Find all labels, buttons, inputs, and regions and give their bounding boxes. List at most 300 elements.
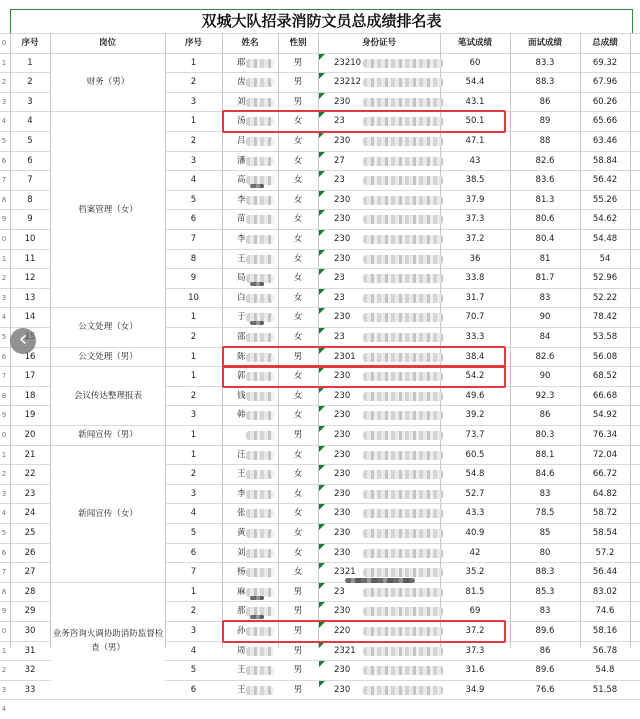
table-cell-sex[interactable]: 女 [293, 469, 303, 480]
table-cell-name[interactable]: 那 [237, 606, 246, 617]
cell-comment-marker [319, 426, 325, 432]
table-cell-sub[interactable]: 1 [190, 57, 197, 68]
redacted-name-blur [246, 255, 274, 264]
table-cell-total[interactable]: 52.96 [592, 273, 618, 284]
table-cell-no[interactable]: 8 [27, 194, 33, 205]
row-number-label: 4 [1, 117, 7, 126]
table-cell-written[interactable]: 37.2 [465, 234, 485, 244]
table-cell-written[interactable]: 31.6 [465, 665, 485, 676]
table-cell-interview[interactable]: 80 [539, 547, 551, 558]
table-cell-sub[interactable]: 8 [190, 253, 197, 264]
table-cell-total[interactable]: 66.68 [592, 390, 618, 401]
table-cell-sub[interactable]: 1 [190, 312, 197, 323]
table-cell-name[interactable]: 汪 [237, 449, 246, 460]
table-cell-sex[interactable]: 男 [293, 626, 303, 636]
table-cell-no[interactable]: 16 [24, 351, 36, 362]
table-cell-total[interactable]: 52.22 [592, 292, 618, 303]
table-cell-written[interactable]: 39.2 [465, 410, 485, 421]
table-cell-id[interactable]: 230 [334, 665, 351, 676]
table-cell-sub[interactable]: 4 [190, 645, 197, 656]
table-cell-sex[interactable]: 女 [293, 214, 303, 225]
table-cell-id[interactable]: 2301 [334, 351, 356, 362]
table-cell-sub[interactable]: 2 [190, 606, 197, 617]
table-cell-written[interactable]: 37.2 [465, 626, 485, 636]
table-cell-no[interactable]: 27 [24, 567, 36, 578]
table-cell-name[interactable]: 李 [237, 194, 246, 205]
table-cell-name[interactable]: 刘 [237, 547, 246, 558]
table-cell-sex[interactable]: 男 [293, 57, 303, 68]
table-cell-sex[interactable]: 男 [293, 645, 303, 656]
table-cell-interview[interactable]: 76.6 [535, 684, 555, 695]
table-cell-name[interactable]: 王 [237, 253, 246, 264]
table-cell-no[interactable]: 5 [27, 136, 33, 146]
table-cell-no[interactable]: 14 [24, 312, 36, 323]
table-cell-written[interactable]: 42 [469, 547, 481, 558]
table-cell-sex[interactable]: 男 [293, 684, 303, 695]
table-cell-written[interactable]: 37.3 [465, 645, 485, 656]
table-cell-id[interactable]: 230 [334, 234, 351, 244]
table-cell-total[interactable]: 58.54 [592, 528, 618, 538]
column-header: 身份证号 [361, 38, 396, 48]
table-cell-sex[interactable]: 男 [293, 430, 303, 440]
table-cell-name[interactable]: 钱 [237, 390, 246, 401]
cell-comment-marker [319, 250, 325, 256]
table-cell-sub[interactable]: 2 [190, 136, 197, 146]
table-cell-total[interactable]: 68.52 [592, 371, 618, 382]
table-cell-total[interactable]: 72.04 [592, 449, 618, 460]
table-cell-id[interactable]: 230 [334, 430, 351, 440]
table-cell-total[interactable]: 78.42 [592, 312, 618, 323]
table-cell-interview[interactable]: 83.6 [535, 175, 555, 186]
table-cell-interview[interactable]: 86 [539, 645, 551, 656]
table-cell-name[interactable]: 周 [237, 645, 246, 656]
table-cell-id[interactable]: 230 [334, 214, 351, 225]
table-cell-written[interactable]: 50.1 [465, 116, 485, 127]
table-cell-sex[interactable]: 女 [293, 194, 303, 205]
cell-comment-marker [319, 681, 325, 687]
table-cell-id[interactable]: 230 [334, 508, 351, 519]
row-number-label: 2 [1, 666, 7, 675]
table-cell-interview[interactable]: 85.3 [535, 586, 555, 597]
table-cell-interview[interactable]: 82.6 [535, 155, 555, 166]
table-cell-name[interactable]: 郭 [237, 371, 246, 382]
table-cell-id[interactable]: 230 [334, 449, 351, 460]
table-cell-total[interactable]: 67.96 [592, 77, 618, 88]
table-cell-id[interactable]: 230 [334, 312, 351, 323]
table-cell-name[interactable]: 黄 [237, 528, 246, 538]
table-cell-id[interactable]: 230 [334, 528, 351, 538]
table-cell-id[interactable]: 23 [334, 175, 345, 186]
table-cell-name[interactable]: 吕 [237, 136, 246, 146]
table-cell-written[interactable]: 73.7 [465, 430, 485, 440]
table-cell-total[interactable]: 66.72 [592, 469, 618, 480]
table-cell-no[interactable]: 30 [24, 626, 36, 636]
table-cell-written[interactable]: 43.3 [465, 508, 485, 519]
table-cell-sub[interactable]: 4 [190, 508, 197, 519]
table-cell-name[interactable]: 王 [237, 469, 246, 480]
table-cell-no[interactable]: 31 [24, 645, 36, 656]
table-cell-interview[interactable]: 85 [539, 528, 551, 538]
table-cell-written[interactable]: 33.3 [465, 332, 485, 342]
table-cell-written[interactable]: 54.4 [465, 77, 485, 88]
table-cell-total[interactable]: 56.78 [592, 645, 618, 656]
column-header: 性别 [289, 38, 307, 48]
table-cell-sub[interactable]: 1 [190, 371, 197, 382]
table-cell-written[interactable]: 38.5 [465, 175, 485, 186]
table-cell-written[interactable]: 81.5 [465, 586, 485, 597]
table-cell-interview[interactable]: 86 [539, 410, 551, 421]
table-cell-written[interactable]: 43 [469, 155, 481, 166]
table-cell-name[interactable]: 陈 [237, 351, 246, 362]
table-cell-interview[interactable]: 80.3 [535, 430, 555, 440]
table-cell-interview[interactable]: 78.5 [535, 508, 555, 519]
table-cell-no[interactable]: 17 [24, 371, 36, 382]
table-cell-no[interactable]: 24 [24, 508, 36, 519]
table-cell-id[interactable]: 23210 [334, 57, 362, 68]
table-cell-interview[interactable]: 83 [539, 606, 551, 617]
table-cell-name[interactable]: 王 [237, 665, 246, 676]
table-cell-no[interactable]: 25 [24, 528, 36, 538]
table-cell-name[interactable]: 邵 [237, 332, 246, 342]
table-cell-id[interactable]: 230 [334, 684, 351, 695]
table-cell-sex[interactable]: 女 [293, 547, 303, 558]
table-cell-sex[interactable]: 女 [293, 488, 303, 499]
table-cell-written[interactable]: 54.2 [465, 371, 485, 382]
table-cell-sub[interactable]: 2 [190, 469, 197, 480]
table-cell-name[interactable]: 孙 [237, 626, 246, 636]
table-cell-interview[interactable]: 84 [539, 332, 551, 342]
table-cell-sex[interactable]: 女 [293, 410, 303, 421]
table-cell-id[interactable]: 230 [334, 194, 351, 205]
table-cell-written[interactable]: 34.9 [465, 684, 485, 695]
table-cell-written[interactable]: 60 [469, 57, 481, 68]
table-cell-sub[interactable]: 6 [190, 214, 197, 225]
redacted-id-blur [363, 98, 443, 107]
table-cell-interview[interactable]: 83 [539, 292, 551, 303]
table-cell-no[interactable]: 3 [27, 96, 33, 107]
table-cell-sex[interactable]: 女 [293, 449, 303, 460]
table-cell-name[interactable]: 潘 [237, 155, 246, 166]
table-cell-sub[interactable]: 5 [190, 665, 197, 676]
table-cell-id[interactable]: 220 [334, 626, 351, 636]
table-cell-interview[interactable]: 88.1 [535, 449, 555, 460]
table-cell-id[interactable]: 230 [334, 253, 351, 264]
table-cell-sub[interactable]: 5 [190, 194, 197, 205]
table-cell-no[interactable]: 2 [27, 77, 33, 88]
table-cell-sub[interactable]: 6 [190, 547, 197, 558]
table-cell-id[interactable]: 230 [334, 96, 351, 107]
cell-comment-marker [319, 93, 325, 99]
table-cell-name[interactable]: 苗 [237, 214, 246, 225]
table-cell-sub[interactable]: 4 [190, 175, 197, 186]
table-cell-sub[interactable]: 6 [190, 684, 197, 695]
row-number-label: 1 [1, 646, 7, 655]
table-cell-total[interactable]: 51.58 [592, 684, 618, 695]
table-cell-sex[interactable]: 女 [293, 234, 303, 244]
table-cell-total[interactable]: 60.26 [592, 96, 618, 107]
table-cell-no[interactable]: 29 [24, 606, 36, 617]
previous-arrow-icon[interactable]: ‹ [10, 328, 36, 354]
table-cell-total[interactable]: 64.82 [592, 488, 618, 499]
table-cell-sex[interactable]: 女 [293, 175, 303, 186]
table-cell-sex[interactable]: 女 [293, 116, 303, 127]
table-cell-sub[interactable]: 7 [190, 567, 197, 578]
table-cell-name[interactable]: 刘 [237, 96, 246, 107]
row-number-label: 0 [1, 431, 7, 439]
table-cell-sex[interactable]: 女 [293, 567, 303, 578]
table-cell-no[interactable]: 18 [24, 390, 36, 401]
table-cell-id[interactable]: 27 [334, 155, 345, 166]
table-cell-no[interactable]: 13 [24, 292, 36, 303]
table-cell-written[interactable]: 60.5 [465, 449, 485, 460]
table-cell-interview[interactable]: 81.3 [535, 194, 555, 205]
table-cell-total[interactable]: 56.08 [592, 351, 618, 362]
table-cell-interview[interactable]: 88 [539, 136, 551, 146]
table-cell-written[interactable]: 37.3 [465, 214, 485, 225]
redacted-id-blur [363, 157, 443, 166]
table-cell-interview[interactable]: 89 [539, 116, 551, 127]
table-cell-written[interactable]: 52.7 [465, 488, 485, 499]
table-cell-interview[interactable]: 88.3 [535, 77, 555, 88]
table-cell-sex[interactable]: 男 [293, 606, 303, 617]
table-cell-interview[interactable]: 82.6 [535, 351, 555, 362]
table-cell-interview[interactable]: 83 [539, 488, 551, 499]
table-cell-sub[interactable]: 2 [190, 390, 197, 401]
table-cell-total[interactable]: 58.84 [592, 155, 618, 166]
position-group-cell: 财务（男） [51, 54, 165, 112]
table-cell-interview[interactable]: 83.3 [535, 57, 555, 68]
column-header: 面试成绩 [527, 38, 562, 48]
redacted-id-blur [363, 588, 443, 597]
table-cell-no[interactable]: 23 [24, 488, 36, 499]
table-cell-written[interactable]: 35.2 [465, 567, 485, 578]
table-cell-id[interactable]: 230 [334, 390, 351, 401]
row-number-label: 5 [1, 137, 7, 145]
table-cell-no[interactable]: 26 [24, 547, 36, 558]
redacted-id-blur [363, 607, 443, 616]
table-cell-sex[interactable]: 男 [293, 586, 303, 597]
redacted-id-blur [363, 137, 443, 146]
table-cell-interview[interactable]: 90 [539, 312, 551, 323]
table-cell-sex[interactable]: 女 [293, 273, 303, 284]
table-cell-written[interactable]: 36 [469, 253, 481, 264]
table-cell-no[interactable]: 19 [24, 410, 36, 421]
table-cell-interview[interactable]: 88.3 [535, 567, 555, 578]
table-cell-sex[interactable]: 女 [293, 371, 303, 382]
position-group-cell: 档案管理（女） [51, 112, 165, 307]
table-cell-no[interactable]: 1 [27, 57, 33, 68]
table-cell-interview[interactable]: 80.6 [535, 214, 555, 225]
table-cell-sex[interactable]: 女 [293, 312, 303, 323]
table-cell-interview[interactable]: 89.6 [535, 665, 555, 676]
table-cell-total[interactable]: 54.92 [592, 410, 618, 421]
table-cell-total[interactable]: 65.66 [592, 116, 618, 127]
table-cell-sub[interactable]: 2 [190, 332, 197, 342]
table-cell-written[interactable]: 43.1 [465, 96, 485, 107]
table-cell-interview[interactable]: 92.3 [535, 390, 555, 401]
redacted-id-blur [363, 431, 443, 440]
table-cell-sub[interactable]: 7 [190, 234, 197, 244]
table-cell-name[interactable]: 局 [237, 273, 246, 284]
table-cell-no[interactable]: 7 [27, 175, 33, 186]
table-cell-sex[interactable]: 女 [293, 390, 303, 401]
table-cell-name[interactable]: 张 [237, 508, 246, 519]
table-cell-total[interactable]: 58.72 [592, 508, 618, 519]
table-cell-written[interactable]: 47.1 [465, 136, 485, 146]
table-cell-no[interactable]: 6 [27, 155, 33, 166]
column-header: 总成绩 [592, 38, 618, 48]
table-cell-total[interactable]: 54.8 [595, 665, 615, 676]
table-cell-total[interactable]: 63.46 [592, 136, 618, 146]
table-cell-total[interactable]: 56.42 [592, 175, 618, 186]
table-cell-total[interactable]: 58.16 [592, 626, 618, 636]
table-cell-written[interactable]: 31.7 [465, 292, 485, 303]
table-cell-id[interactable]: 23 [334, 292, 345, 303]
table-cell-id[interactable]: 230 [334, 469, 351, 480]
table-cell-id[interactable]: 2321 [334, 645, 356, 656]
cell-comment-marker [319, 524, 325, 530]
table-cell-sex[interactable]: 男 [293, 96, 303, 107]
table-cell-name[interactable]: 白 [237, 292, 246, 303]
table-cell-no[interactable]: 4 [27, 116, 33, 127]
table-cell-id[interactable]: 230 [334, 488, 351, 499]
table-cell-sub[interactable]: 2 [190, 77, 197, 88]
table-cell-interview[interactable]: 90 [539, 371, 551, 382]
table-cell-total[interactable]: 55.26 [592, 194, 618, 205]
highlight-box [222, 110, 506, 133]
table-cell-id[interactable]: 230 [334, 547, 351, 558]
table-cell-id[interactable]: 230 [334, 136, 351, 146]
table-cell-name[interactable]: 杨 [237, 567, 246, 578]
table-cell-name[interactable]: 麻 [237, 586, 246, 597]
position-group-cell: 公文处理（女） [51, 308, 165, 346]
table-cell-written[interactable]: 40.9 [465, 528, 485, 538]
table-cell-written[interactable]: 70.7 [465, 312, 485, 323]
cell-comment-marker [319, 544, 325, 550]
table-cell-sub[interactable]: 3 [190, 155, 197, 166]
redacted-id-blur [363, 411, 443, 420]
table-cell-sex[interactable]: 女 [293, 332, 303, 342]
table-cell-no[interactable]: 12 [24, 273, 36, 284]
redacted-id-blur [363, 255, 443, 264]
table-cell-sub[interactable]: 1 [190, 351, 197, 362]
table-cell-sex[interactable]: 男 [293, 351, 303, 362]
table-cell-total[interactable]: 54.48 [592, 234, 618, 244]
table-cell-sex[interactable]: 男 [293, 77, 303, 88]
table-cell-total[interactable]: 54 [599, 253, 611, 264]
table-cell-sex[interactable]: 女 [293, 508, 303, 519]
table-cell-name[interactable]: 于 [237, 312, 246, 323]
table-cell-name[interactable]: 齿 [237, 77, 246, 88]
table-cell-id[interactable]: 23 [334, 332, 345, 342]
table-cell-sub[interactable]: 1 [190, 449, 197, 460]
table-cell-interview[interactable]: 80.4 [535, 234, 555, 244]
table-cell-sub[interactable]: 3 [190, 488, 197, 499]
table-cell-id[interactable]: 230 [334, 410, 351, 421]
redacted-name-blur [246, 568, 274, 577]
table-cell-sub[interactable]: 9 [190, 273, 197, 284]
table-cell-total[interactable]: 53.58 [592, 332, 618, 342]
cell-comment-marker [319, 54, 325, 60]
table-cell-sub[interactable]: 3 [190, 626, 197, 636]
table-cell-sex[interactable]: 女 [293, 136, 303, 146]
table-cell-no[interactable]: 21 [24, 449, 36, 460]
table-cell-sub[interactable]: 5 [190, 528, 197, 538]
table-cell-total[interactable]: 54.62 [592, 214, 618, 225]
row-number-label: 0 [1, 39, 7, 47]
redacted-name-blur [246, 392, 274, 401]
redacted-name-blur [246, 411, 274, 420]
table-cell-no[interactable]: 22 [24, 469, 36, 480]
table-cell-no[interactable]: 28 [24, 586, 36, 597]
table-cell-written[interactable]: 54.8 [465, 469, 485, 480]
table-cell-sub[interactable]: 1 [190, 116, 197, 127]
table-cell-sex[interactable]: 女 [293, 292, 303, 303]
table-cell-written[interactable]: 38.4 [465, 351, 485, 362]
table-cell-no[interactable]: 10 [24, 234, 36, 244]
table-cell-sub[interactable]: 1 [190, 586, 197, 597]
table-cell-no[interactable]: 9 [27, 214, 33, 225]
table-cell-sub[interactable]: 3 [190, 410, 197, 421]
table-cell-id[interactable]: 23 [334, 273, 345, 284]
table-cell-interview[interactable]: 86 [539, 96, 551, 107]
table-cell-name[interactable]: 李 [237, 234, 246, 244]
table-cell-written[interactable]: 49.6 [465, 390, 485, 401]
table-cell-id[interactable]: 23 [334, 586, 345, 597]
table-cell-total[interactable]: 74.6 [595, 606, 615, 617]
table-cell-sex[interactable]: 女 [293, 253, 303, 264]
table-cell-name[interactable]: 汤 [237, 116, 246, 127]
table-cell-name[interactable]: 耶 [237, 57, 246, 68]
table-cell-sub[interactable]: 3 [190, 96, 197, 107]
table-cell-no[interactable]: 32 [24, 665, 36, 676]
table-cell-no[interactable]: 20 [24, 430, 36, 440]
table-cell-name[interactable]: 王 [237, 684, 246, 695]
table-cell-total[interactable]: 83.02 [592, 586, 618, 597]
table-cell-total[interactable]: 69.32 [592, 57, 618, 68]
table-cell-interview[interactable]: 84.6 [535, 469, 555, 480]
table-cell-written[interactable]: 37.9 [465, 194, 485, 205]
table-cell-total[interactable]: 56.44 [592, 567, 618, 578]
table-cell-sub[interactable]: 10 [188, 292, 199, 303]
table-cell-sex[interactable]: 女 [293, 155, 303, 166]
table-cell-total[interactable]: 57.2 [595, 547, 615, 558]
table-cell-id[interactable]: 23212 [334, 77, 362, 88]
table-cell-id[interactable]: 23 [334, 116, 345, 127]
row-number-label: 2 [1, 274, 7, 283]
redacted-name-blur [246, 215, 274, 224]
table-cell-name[interactable]: 韩 [237, 410, 246, 421]
table-cell-interview[interactable]: 81 [539, 253, 551, 264]
table-cell-sex[interactable]: 女 [293, 528, 303, 538]
table-cell-id[interactable]: 230 [334, 371, 351, 382]
table-cell-written[interactable]: 33.8 [465, 273, 485, 284]
table-cell-written[interactable]: 69 [469, 606, 481, 617]
table-cell-total[interactable]: 76.34 [592, 430, 618, 440]
table-cell-sex[interactable]: 男 [293, 665, 303, 676]
table-cell-no[interactable]: 11 [24, 253, 36, 264]
row-number-label: 2 [1, 470, 7, 479]
table-cell-name[interactable]: 李 [237, 488, 246, 499]
table-cell-interview[interactable]: 81.7 [535, 273, 555, 284]
table-cell-no[interactable]: 33 [24, 684, 36, 695]
table-cell-id[interactable]: 2321 [334, 567, 356, 578]
table-cell-id[interactable]: 230 [334, 606, 351, 617]
redacted-id-blur [363, 215, 443, 224]
table-cell-interview[interactable]: 89.6 [535, 626, 555, 636]
table-cell-sub[interactable]: 1 [190, 430, 197, 440]
table-cell-name[interactable]: 高 [237, 175, 246, 186]
